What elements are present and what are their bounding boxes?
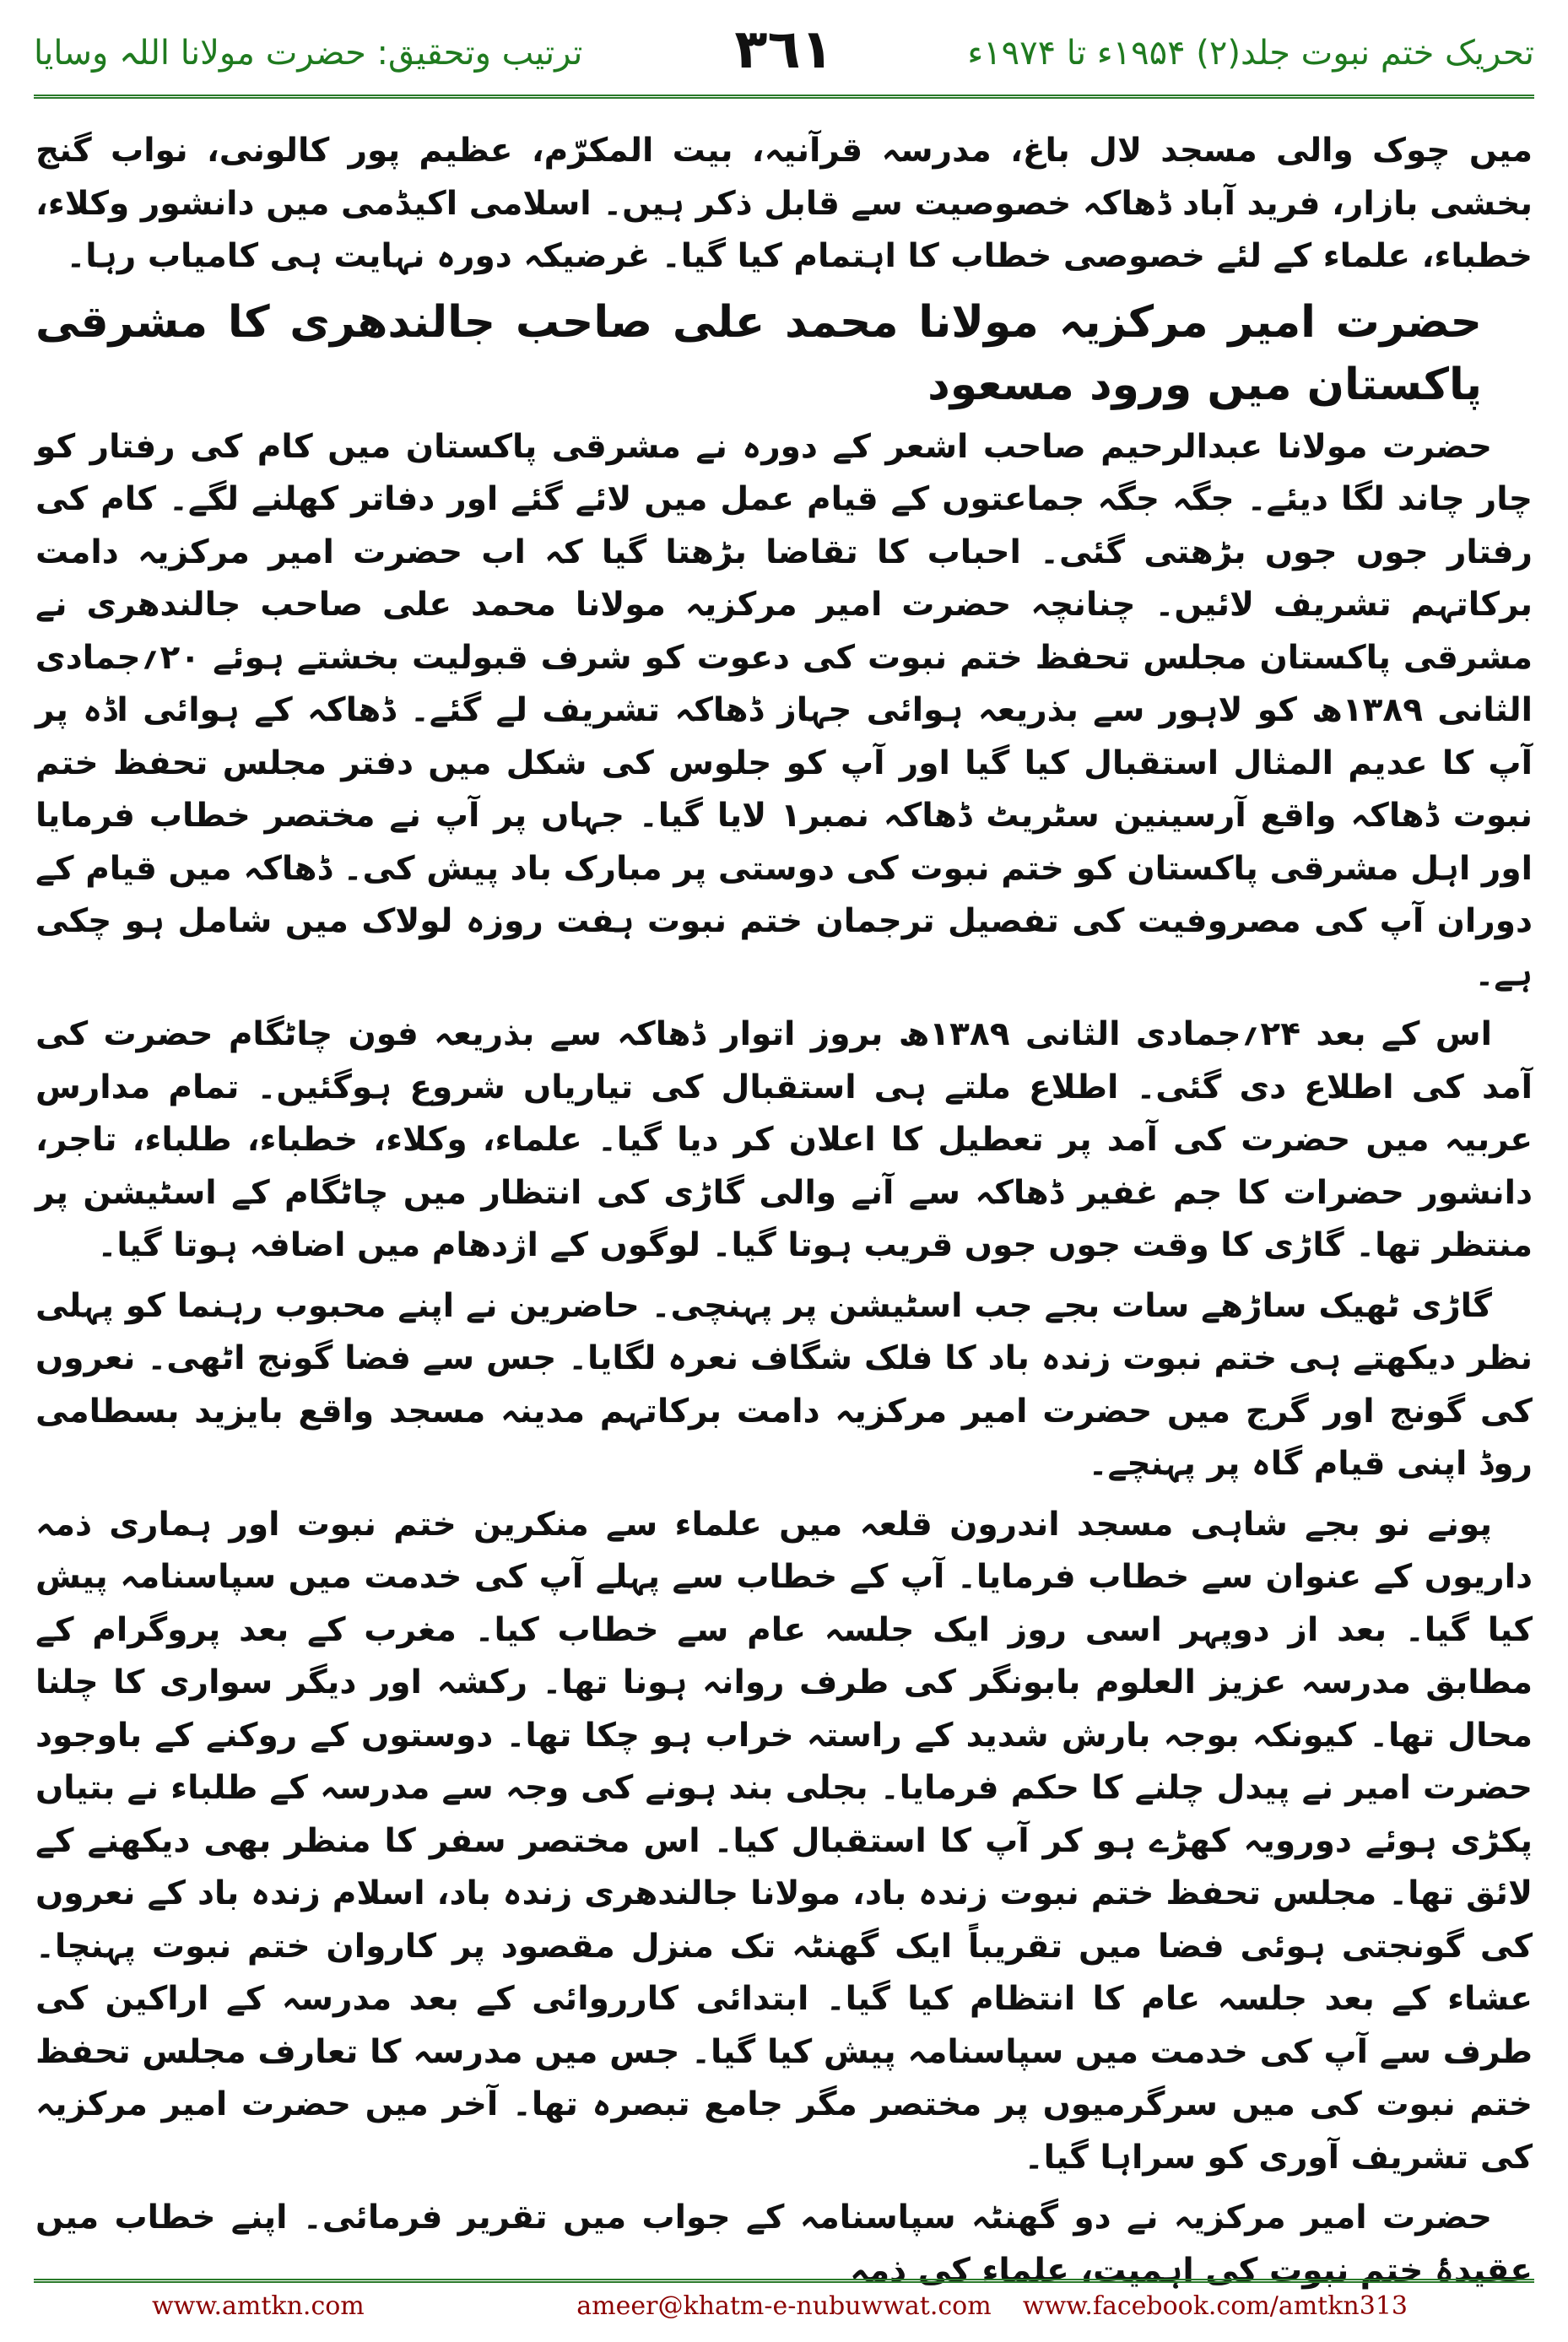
website-link[interactable]: www.amtkn.com [152, 2291, 365, 2321]
book-title: تحریک ختم نبوت جلد(۲) ۱۹۵۴ء تا ۱۹۷۴ء [967, 34, 1534, 73]
paragraph-1: میں چوک والی مسجد لال باغ، مدرسہ قرآنیہ، بیت المکرّم، عظیم پور کالونی، نواب گنج بخشی بازار، فرید آباد ڈھاکہ خصوصیت سے قابل ذکر ہیں۔ اسلامی اکیڈمی میں دانشور وکلاء، خطباء، علماء کے لئے خصوصی خطاب کا اہتمام کیا گیا۔ غرضیکہ دورہ نہایت ہی کامیاب رہا۔ [35, 132, 1533, 275]
email-link[interactable]: ameer@khatm-e-nubuwwat.com [576, 2291, 992, 2321]
facebook-link[interactable]: www.facebook.com/amtkn313 [1022, 2291, 1408, 2321]
page-footer [34, 2279, 1534, 2334]
paragraph-5: پونے نو بجے شاہی مسجد اندرون قلعہ میں علماء سے منکرین ختم نبوت اور ہماری ذمہ داریوں کے عنوان سے خطاب فرمایا۔ آپ کے خطاب سے پہلے آپ کی خدمت میں سپاسنامہ پیش کیا گیا۔ بعد از دوپہر اسی روز ایک جلسہ عام سے خطاب کیا۔ مغرب کے بعد پروگرام کے مطابق مدرسہ عزیز العلوم بابونگر کی طرف روانہ ہونا تھا۔ رکشہ اور دیگر سواری کا چلنا محال تھا۔ کیونکہ بوجہ بارش شدید کے راستہ خراب ہو چکا تھا۔ دوستوں کے روکنے کے باوجود حضرت امیر نے پیدل چلنے کا حکم فرمایا۔ بجلی بند ہونے کی وجہ سے مدرسہ کے طلباء نے بتیاں پکڑی ہوئے دورویہ کھڑے ہو کر آپ کا استقبال کیا۔ اس مختصر سفر کا منظر بھی دیکھنے کے لائق تھا۔ مجلس تحفظ ختم نبوت زندہ باد، مولانا جالندھری زندہ باد، اسلام زندہ باد کے نعروں کی گونجتی ہوئی فضا میں تقریباً ایک گھنٹہ تک منزل مقصود پر کاروان ختم نبوت پہنچا۔ عشاء کے بعد جلسہ عام کا انتظام کیا گیا۔ ابتدائی کارروائی کے بعد مدرسہ کے اراکین کی طرف سے آپ کی خدمت میں سپاسنامہ پیش کیا گیا۔ جس میں مدرسہ کا تعارف مجلس تحفظ ختم نبوت کی میں سرگرمیوں پر مختصر مگر جامع تبصرہ تھا۔ آخر میں حضرت امیر مرکزیہ کی تشریف آوری کو سراہا گیا۔ [35, 1505, 1533, 2177]
page-header [34, 19, 1534, 99]
page-number: ٣٦١ [734, 19, 834, 81]
paragraph-3: اس کے بعد ۲۴؍جمادی الثانی ۱۳۸۹ھ بروز اتوار ڈھاکہ سے بذریعہ فون چاٹگام حضرت کی آمد کی اطلاع دی گئی۔ اطلاع ملتے ہی استقبال کی تیاریاں شروع ہوگئیں۔ تمام مدارس عربیہ میں حضرت کی آمد پر تعطیل کا اعلان کر دیا گیا۔ علماء، وکلاء، خطباء، طلباء، تاجر، دانشور حضرات کا جم غفیر ڈھاکہ سے آنے والی گاڑی کی انتظار میں چاٹگام کے اسٹیشن پر منتظر تھا۔ گاڑی کا وقت جوں جوں قریب ہوتا گیا۔ لوگوں کے اژدھام میں اضافہ ہوتا گیا۔ [35, 1015, 1533, 1264]
paragraph-6: حضرت امیر مرکزیہ نے دو گھنٹہ سپاسنامہ کے جواب میں تقریر فرمائی۔ اپنے خطاب میں عقیدۂ ختم نبوت کی اہمیت، علماء کی ذمہ [35, 2199, 1533, 2290]
compiler-credit: ترتیب وتحقیق: حضرت مولانا اللہ وسایا [34, 34, 583, 73]
paragraph-4: گاڑی ٹھیک ساڑھے سات بجے جب اسٹیشن پر پہنچی۔ حاضرین نے اپنے محبوب رہنما کو پہلی نظر دیکھتے ہی ختم نبوت زندہ باد کا فلک شگاف نعرہ لگایا۔ جس سے فضا گونج اٹھی۔ نعروں کی گونج اور گرج میں حضرت امیر مرکزیہ دامت برکاتہم مدینہ مسجد واقع بایزید بسطامی روڈ اپنی قیام گاہ پر پہنچے۔ [35, 1286, 1533, 1483]
paragraph-2: حضرت مولانا عبدالرحیم صاحب اشعر کے دورہ نے مشرقی پاکستان میں کام کی رفتار کو چار چاند لگا دیئے۔ جگہ جگہ جماعتوں کے قیام عمل میں لائے گئے اور دفاتر کھلنے لگے۔ کام کی رفتار جوں جوں بڑھتی گئی۔ احباب کا تقاضا بڑھتا گیا کہ اب حضرت امیر مرکزیہ دامت برکاتہم تشریف لائیں۔ چنانچہ حضرت امیر مرکزیہ مولانا محمد علی صاحب جالندھری نے مشرقی پاکستان مجلس تحفظ ختم نبوت کی دعوت کو شرف قبولیت بخشتے ہوئے ۲۰؍جمادی الثانی ۱۳۸۹ھ کو لاہور سے بذریعہ ہوائی جہاز ڈھاکہ تشریف لے گئے۔ ڈھاکہ کے ہوائی اڈہ پر آپ کا عدیم المثال استقبال کیا گیا اور آپ کو جلوس کی شکل میں دفتر مجلس تحفظ ختم نبوت ڈھاکہ واقع آرسینین سٹریٹ ڈھاکہ نمبر۱ لایا گیا۔ جہاں پر آپ نے مختصر خطاب فرمایا اور اہل مشرقی پاکستان کو ختم نبوت کی دوستی پر مبارک باد پیش کی۔ ڈھاکہ میں قیام کے دوران آپ کی مصروفیت کی تفصیل ترجمان ختم نبوت ہفت روزہ لولاک میں شامل ہو چکی ہے۔ [35, 427, 1533, 993]
page-body [35, 125, 1533, 2290]
section-heading: حضرت امیر مرکزیہ مولانا محمد علی صاحب جالندھری کا مشرقی پاکستان میں ورود مسعود [35, 296, 1482, 410]
